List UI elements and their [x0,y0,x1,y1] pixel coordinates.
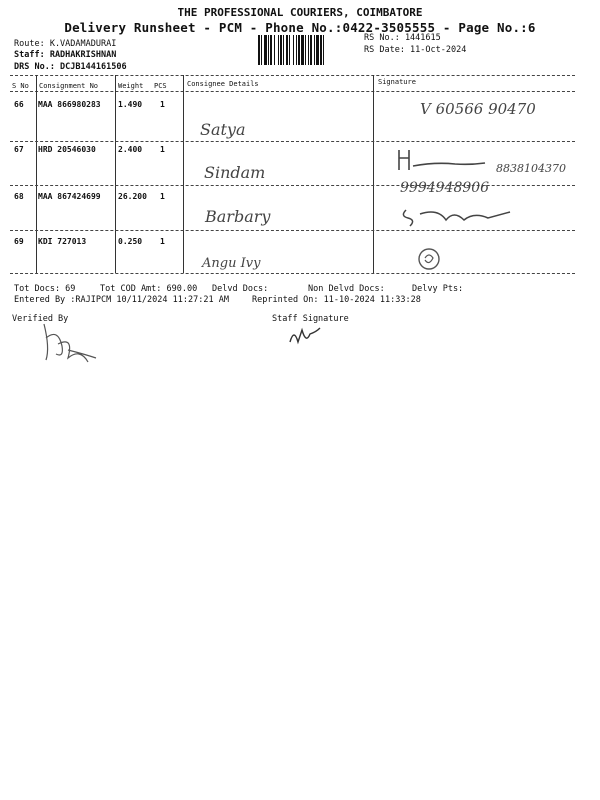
row-68-sno: 68 [14,192,24,201]
route-label: Route: K.VADAMADURAI [14,39,117,49]
row-66-signature-handwriting: V 60566 90470 [420,100,536,118]
col-header-consignment: Consignment No [39,82,99,90]
col-header-consignee: Consignee Details [187,80,259,88]
col-sep-4 [373,75,374,273]
drs-number: DRS No.: DCJB144161506 [14,62,127,72]
row-68-weight: 26.200 [118,192,147,201]
row-67-sno: 67 [14,145,24,154]
total-docs: Tot Docs: 69 [14,284,76,294]
row-66-pcs: 1 [160,100,165,109]
total-cod-amount: Tot COD Amt: 690.00 [100,284,198,294]
row-68-signature-handwriting: 9994948906 [400,180,490,196]
row-66-consignment: MAA 866980283 [38,100,101,109]
row-68-pcs: 1 [160,192,165,201]
row-68-consignment: MAA 867424699 [38,192,101,201]
non-delivered-docs: Non Delvd Docs: [308,284,385,294]
row-67-pcs: 1 [160,145,165,154]
company-title: THE PROFESSIONAL COURIERS, COIMBATORE [177,6,423,19]
row-69-pcs: 1 [160,237,165,246]
row-69-sno: 69 [14,237,24,246]
row-68-rule [10,230,575,231]
col-sep-3 [183,75,184,273]
staff-signature [286,322,326,348]
staff-label: Staff: RADHAKRISHNAN [14,50,117,60]
table-top-rule [10,75,575,76]
table-bottom-rule [10,273,575,274]
verified-by-signature [38,318,100,366]
row-69-consignment: KDI 727013 [38,237,87,246]
reprinted-on: Reprinted On: 11-10-2024 11:33:28 [252,295,421,305]
row-67-weight: 2.400 [118,145,143,154]
row-66-consignee-handwriting: Satya [200,120,246,139]
barcode [258,35,358,65]
row-68-consignee-handwriting: Barbary [205,207,271,226]
col-sep-1 [36,75,37,273]
row-68-signature-scribble [398,200,528,232]
row-67-consignee-handwriting: Sindam [204,163,266,182]
row-69-consignee-handwriting: Angu Ivy [202,256,261,271]
table-header-rule [10,91,575,92]
delivered-docs: Delvd Docs: [212,284,269,294]
row-67-signature-scribble [395,144,495,174]
row-69-weight: 0.250 [118,237,143,246]
rs-date: RS Date: 11-Oct-2024 [364,45,467,55]
runsheet-title: Delivery Runsheet - PCM - Phone No.:0422-3505555 - Page No.:6 [64,20,536,35]
row-66-weight: 1.490 [118,100,143,109]
col-header-weight: Weight [118,82,144,90]
col-sep-2 [115,75,116,273]
verified-by-label: Verified By [12,314,69,324]
row-67-rule [10,185,575,186]
rs-number: RS No.: 1441615 [364,33,441,43]
row-66-sno: 66 [14,100,24,109]
col-header-signature: Signature [378,78,416,86]
entered-by: Entered By :RAJIPCM 10/11/2024 11:27:21 AM [14,295,229,305]
row-67-consignment: HRD 20546030 [38,145,96,154]
row-67-signature-handwriting: 8838104370 [496,162,566,175]
row-66-rule [10,141,575,142]
col-header-sno: S No [12,82,29,90]
col-header-pcs: PCS [154,82,167,90]
staff-signature-label: Staff Signature [272,314,349,324]
delivery-points: Delvy Pts: [412,284,464,294]
row-69-signature-scribble [415,244,445,274]
